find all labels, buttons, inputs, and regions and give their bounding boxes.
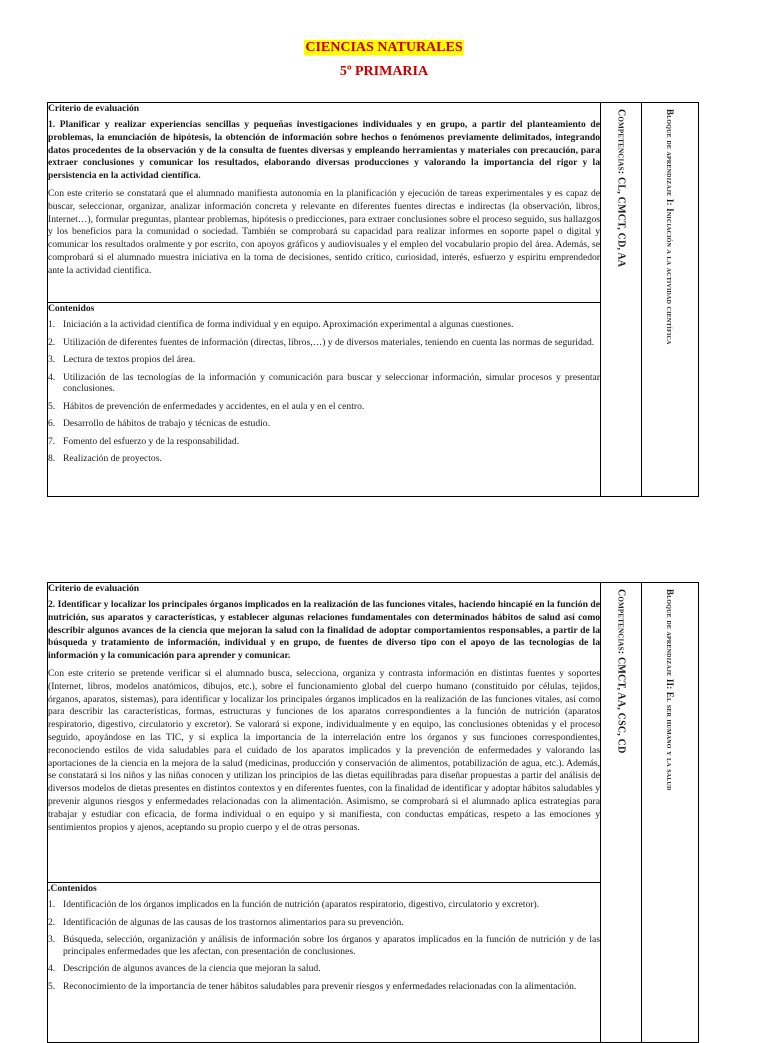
- criterio-description: Con este criterio se constatará que el alumnado manifiesta autonomía en la planificación y ejecución de tareas experimentales y es capaz de buscar, seleccionar, organizar, analizar información concreta y relevante en diferentes fuentes directas e indirectas (la observación, libros, Internet…), formular preguntas, plantear problemas, hipótesis o predicciones, para extraer conclusiones sobre el proceso seguido, sus hallazgos y los beneficios para la comunidad o sociedad. También se comprobará su capacidad para realizar informes en soporte papel o digital y comunicar los resultados oralmente y por escrito, con apoyos gráficos y audiovisuales y el empleo del vocabulario propio del área. Además, se comprobará si el alumnado muestra iniciativa en la toma de decisiones, sentido crítico, curiosidad, interés, esfuerzo y espíritu emprendedor ante la actividad científica.: [48, 187, 600, 276]
- criterio-cell-1: [48, 103, 601, 303]
- page-title: CIENCIAS NATURALES: [305, 40, 463, 55]
- list-item: 3. Búsqueda, selección, organización y análisis de información sobre los órganos y aparatos implicados en la función de nutrición y de las principales enfermedades que les afectan, con presentación de conclusiones.: [48, 934, 600, 957]
- criterio-table-2: [47, 582, 699, 1043]
- contenidos-cell-1: [48, 303, 601, 497]
- list-item: 6. Desarrollo de hábitos de trabajo y técnicas de estudio.: [48, 418, 270, 429]
- list-item: 5. Hábitos de prevención de enfermedades y accidentes, en el aula y en el centro.: [48, 400, 365, 412]
- contenidos-label: Contenidos: [48, 303, 95, 314]
- page-subtitle: 5º PRIMARIA: [339, 64, 429, 79]
- list-item: 1. Iniciación a la actividad científica de forma individual y en equipo. Aproximación experimental a algunas cuestiones.: [48, 319, 514, 330]
- list-item: 8. Realización de proyectos.: [48, 453, 162, 464]
- list-item: 4. Descripción de algunos avances de la ciencia que mejoran la salud.: [48, 963, 321, 974]
- criterio-table-1: [47, 102, 699, 497]
- criterio-description: Con este criterio se pretende verificar si el alumnado busca, selecciona, organiza y contrasta información en distintas fuentes y soportes (Internet, libros, modelos anatómicos, dibujos, etc.), sobre el funcionamiento global del cuerpo humano (constituido por células, tejidos, órganos, aparatos, sistemas), para identificar y localizar los principales órganos implicados en la realización de las funciones vitales, así como para describir las características, formas, estructuras y funciones de los aparatos correspondientes a la función de nutrición (aparatos respiratorio, digestivo, circulatorio y excretor). Se valorará si expone, individualmente y en equipo, las conclusiones obtenidas y el proceso seguido, apoyándose en las TIC, y si explica la importancia de la interrelación entre los órganos y sus funciones correspondientes, reconociendo estilos de vida saludables para el cuidado de los aparatos implicados y la prevención de enfermedades y valorando las aportaciones de la ciencia en la mejora de la salud (medicinas, producción y conservación de alimentos, potabilización de agua, etc.). Además, se constatará si los niños y las niñas conocen y utilizan los principios de las dietas equilibradas para diseñar propuestas a partir del análisis de diversos modelos de dietas presentes en distintos contextos y en diferentes fuentes, con la finalidad de identificar y adoptar hábitos saludables y prevenir algunos riesgos y enfermedades relacionadas con la alimentación. Asimismo, se comprobará si el alumnado aplica estrategias para trabajar y estudiar con eficacia, de forma individual o en equipo y si manifiesta, con conductas empáticas, respeto a las emociones y sentimientos propios y ajenos, aceptando su propio cuerpo y el de otras personas.: [48, 667, 600, 833]
- contenidos-cell-2: [48, 883, 601, 1043]
- criterio-label: Criterio de evaluación: [48, 103, 140, 114]
- bloque-cell-1: [642, 103, 699, 497]
- contenidos-list: [48, 899, 600, 992]
- competencias-text: Competencias: CMCT, AA, CSC, CD: [615, 589, 627, 754]
- contenidos-label: .Contenidos: [48, 883, 97, 894]
- bloque-cell-2: [642, 583, 699, 1043]
- competencias-text: Competencias: CL, CMCT, CD, AA: [615, 109, 627, 268]
- criterio-statement: 1. Planificar y realizar experiencias sencillas y pequeñas investigaciones individuales y en grupo, a partir del planteamiento de problemas, la enunciación de hipótesis, la obtención de información sobre hechos o fenómenos previamente delimitados, integrando datos procedentes de la observación y de la consulta de fuentes diversas y empleando herramientas y materiales con precaución, para extraer conclusiones y comunicar los resultados, elaborando diversas producciones y valorando la importancia del rigor y la persistencia en la actividad científica.: [48, 119, 600, 182]
- list-item: 2. Utilización de diferentes fuentes de información (directas, libros,…) y de diversos materiales, teniendo en cuenta las normas de seguridad.: [48, 336, 595, 348]
- criterio-cell-2: [48, 583, 601, 883]
- list-item: 2. Identificación de algunas de las causas de los trastornos alimentarios para su prevención.: [48, 916, 404, 928]
- criterio-label: Criterio de evaluación: [48, 583, 140, 594]
- list-item: 1. Identificación de los órganos implicados en la función de nutrición (aparatos respiratorio, digestivo, circulatorio y excretor).: [48, 899, 540, 910]
- criterio-statement: 2. Identificar y localizar los principales órganos implicados en la realización de las funciones vitales, haciendo hincapié en la función de nutrición, sus aparatos y características, y establecer algunas relaciones fundamentales con determinados hábitos de salud así como describir algunos avances de la ciencia que mejoran la salud con la finalidad de adoptar comportamientos responsables, a partir de la búsqueda y tratamiento de información, individual y en grupo, de fuentes de diverso tipo con el apoyo de las tecnologías de la información y la comunicación para aprender y comunicar.: [48, 599, 600, 662]
- list-item: 4. Utilización de las tecnologías de la información y comunicación para buscar y seleccionar información, simular procesos y presentar conclusiones.: [48, 371, 600, 394]
- list-item: 3. Lectura de textos propios del área.: [48, 354, 196, 365]
- page-subtitle-wrap: [0, 62, 768, 81]
- competencias-cell-1: [601, 103, 642, 497]
- list-item: 5. Reconocimiento de la importancia de tener hábitos saludables para prevenir riesgos y enfermedades relacionadas con la alimentación.: [48, 980, 577, 992]
- page-title-wrap: [0, 38, 768, 57]
- list-item: 7. Fomento del esfuerzo y de la responsabilidad.: [48, 435, 240, 447]
- contenidos-list: [48, 319, 600, 465]
- bloque-text: Bloque de aprendizaje II: El ser humano y la salud: [665, 589, 675, 791]
- competencias-cell-2: [601, 583, 642, 1043]
- bloque-text: Bloque de aprendizaje I: Iniciación a la actividad científica: [665, 109, 675, 345]
